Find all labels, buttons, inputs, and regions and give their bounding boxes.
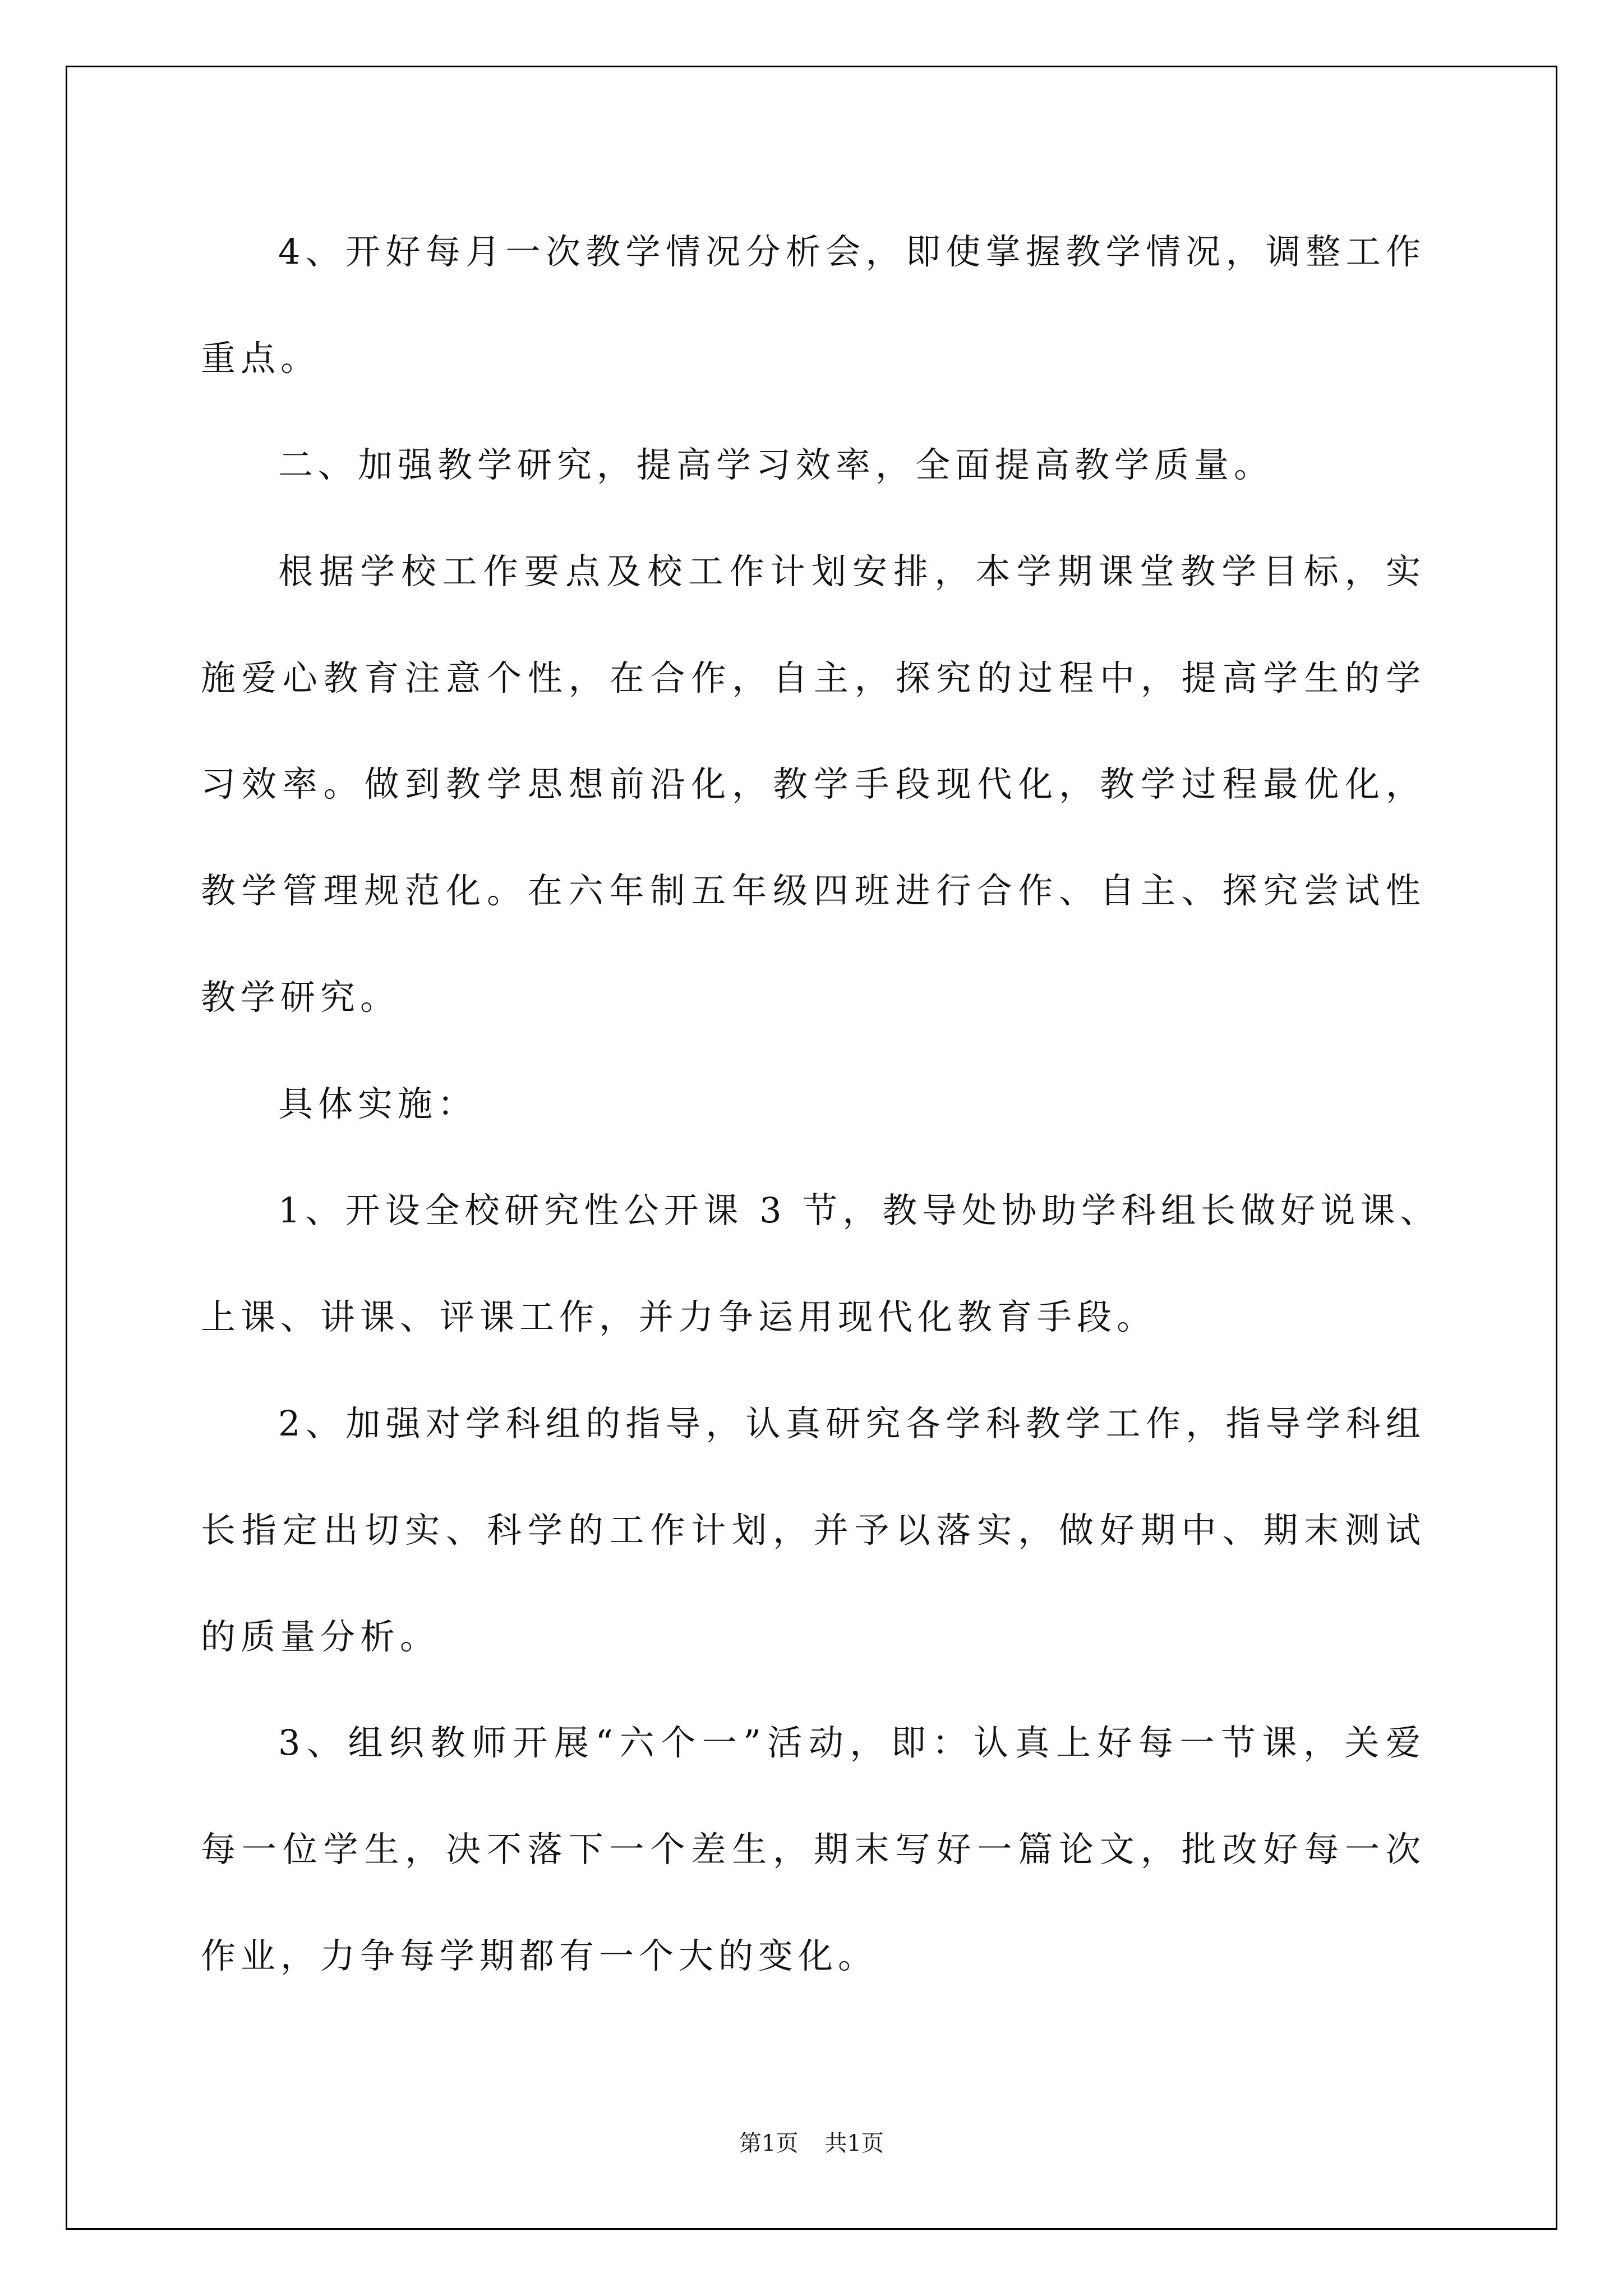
text-line: 4、开好每月一次教学情况分析会，即使掌握教学情况，调整工作: [278, 231, 1426, 272]
text-line: 习效率。做到教学思想前沿化，教学手段现代化，教学过程最优化，: [201, 763, 1426, 805]
page-total: 共1页: [824, 2131, 884, 2156]
text-line: 每一位学生，决不落下一个差生，期末写好一篇论文，批改好每一次: [201, 1829, 1426, 1870]
list-item: [201, 1370, 1426, 1690]
text-line: 二、加强教学研究，提高学习效率，全面提高教学质量。: [278, 444, 1274, 485]
text-line: 施爱心教育注意个性，在合作，自主，探究的过程中，提高学生的学: [201, 657, 1426, 698]
text-line: 上课、讲课、评课工作，并力争运用现代化教育手段。: [201, 1296, 1157, 1337]
text-line: 的质量分析。: [201, 1616, 440, 1657]
text-line: 作业，力争每学期都有一个大的变化。: [201, 1935, 878, 1977]
text-line: 2、加强对学科组的指导，认真研究各学科教学工作，指导学科组: [278, 1402, 1426, 1444]
text-line: 教学管理规范化。在六年制五年级四班进行合作、自主、探究尝试性: [201, 870, 1426, 912]
section-heading: [201, 412, 1426, 518]
text-line: 长指定出切实、科学的工作计划，并予以落实，做好期中、期末测试: [201, 1509, 1426, 1550]
text-line: 3、组织教师开展“六个一”活动，即：认真上好每一节课，关爱: [278, 1722, 1426, 1764]
text-line: 1、开设全校研究性公开课 3 节，教导处协助学科组长做好说课、: [278, 1190, 1440, 1231]
list-item: [201, 1157, 1440, 1370]
text-line: 教学研究。: [201, 977, 400, 1018]
paragraph: [201, 518, 1426, 1051]
page-number: 第1页: [739, 2131, 799, 2156]
paragraph: [201, 1051, 1426, 1157]
text-line: 根据学校工作要点及校工作计划安排，本学期课堂教学目标，实: [278, 550, 1426, 592]
paragraph: [201, 199, 1426, 412]
text-line: 重点。: [201, 337, 321, 379]
document-body: [201, 199, 1440, 2009]
page-footer: [0, 2127, 1623, 2160]
text-line: 具体实施：: [278, 1083, 478, 1125]
list-item: [201, 1690, 1426, 2009]
